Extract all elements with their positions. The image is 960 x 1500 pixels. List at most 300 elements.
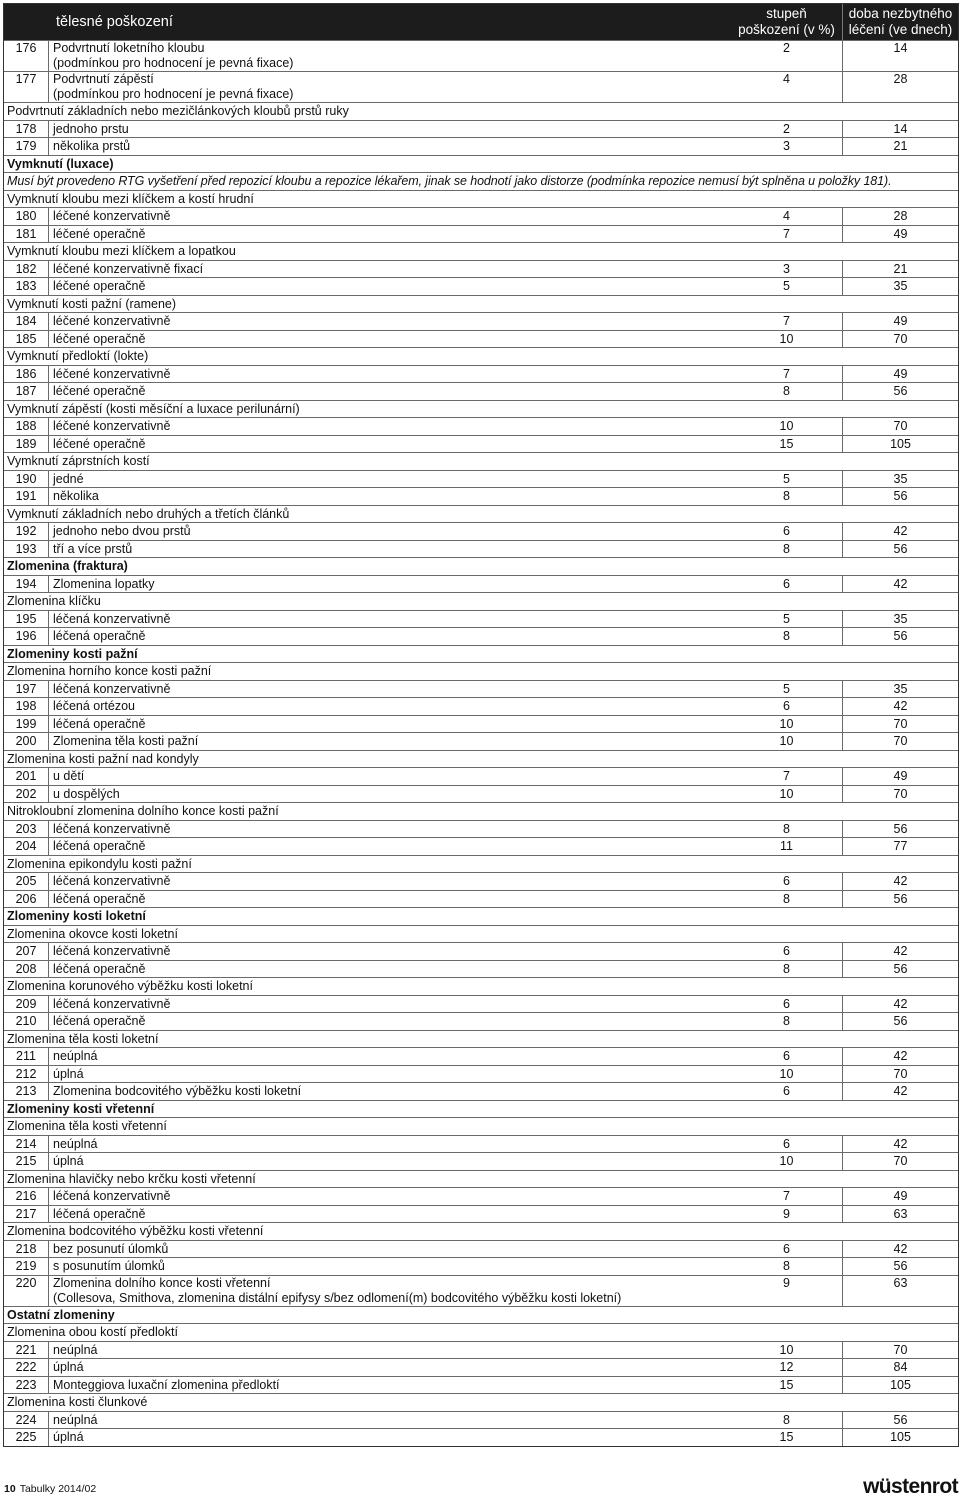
item-days: 56 bbox=[842, 488, 958, 505]
item-days: 70 bbox=[842, 1153, 958, 1170]
table-row bbox=[4, 1358, 958, 1376]
item-grade: 12 bbox=[779, 1360, 794, 1374]
section-heading: Zlomenina hlavičky nebo krčku kosti vřetenní bbox=[7, 1171, 256, 1186]
section-heading: Zlomeniny kosti pažní bbox=[7, 646, 138, 661]
item-description bbox=[49, 961, 731, 978]
item-description bbox=[49, 261, 731, 278]
item-description-line: léčené konzervativně fixací bbox=[53, 261, 204, 276]
item-days: 28 bbox=[842, 72, 958, 102]
table-row bbox=[4, 890, 958, 908]
item-number: 206 bbox=[4, 891, 49, 908]
item-description-line: jednoho nebo dvou prstů bbox=[53, 524, 191, 538]
item-description-line: Zlomenina těla kosti pažní bbox=[53, 734, 199, 748]
item-description bbox=[49, 698, 731, 715]
item-number: 221 bbox=[4, 1342, 49, 1359]
item-days: 56 bbox=[842, 1412, 958, 1429]
item-grade: 5 bbox=[783, 279, 790, 293]
item-description-line: léčená operačně bbox=[53, 961, 146, 976]
item-number: 185 bbox=[4, 331, 49, 348]
table-row bbox=[4, 1065, 958, 1083]
table-row bbox=[4, 1047, 958, 1065]
item-number: 179 bbox=[4, 138, 49, 155]
item-number: 182 bbox=[4, 261, 49, 278]
item-description bbox=[49, 41, 731, 71]
item-description bbox=[49, 1241, 731, 1258]
item-description-line: úplná bbox=[53, 1430, 84, 1444]
item-grade: 15 bbox=[779, 1430, 794, 1444]
item-description-line: léčené operačně bbox=[53, 384, 146, 398]
item-grade: 10 bbox=[779, 1154, 794, 1168]
item-grade: 6 bbox=[783, 1049, 790, 1063]
item-description bbox=[49, 716, 731, 733]
item-description bbox=[49, 1258, 731, 1275]
item-days: 49 bbox=[842, 1188, 958, 1205]
section-heading: Zlomeniny kosti loketní bbox=[7, 909, 146, 923]
section-heading: Musí být provedeno RTG vyšetření před repozicí kloubu a repozice lékařem, jinak se hodnotí jako distorze (podmínka repozice nemusí být splněna u položky 181). bbox=[7, 174, 892, 188]
section-row bbox=[4, 190, 958, 208]
table-row bbox=[4, 610, 958, 628]
section-row bbox=[4, 750, 958, 768]
item-description bbox=[49, 226, 731, 243]
item-grade: 8 bbox=[783, 489, 790, 503]
table-row bbox=[4, 1205, 958, 1223]
item-days: 63 bbox=[842, 1276, 958, 1306]
item-description bbox=[49, 72, 731, 102]
item-description-line: léčená konzervativně bbox=[53, 681, 171, 696]
item-days: 70 bbox=[842, 733, 958, 750]
item-number: 202 bbox=[4, 786, 49, 803]
item-days: 49 bbox=[842, 768, 958, 785]
table-row bbox=[4, 1187, 958, 1205]
doc-label: Tabulky 2014/02 bbox=[19, 1483, 97, 1495]
item-description bbox=[49, 628, 731, 645]
item-number: 201 bbox=[4, 768, 49, 785]
item-description-line: jednoho prstu bbox=[53, 121, 129, 136]
item-description-line: léčená operačně bbox=[53, 1014, 146, 1028]
item-grade: 10 bbox=[779, 734, 794, 748]
item-description-line: léčené konzervativně bbox=[53, 314, 171, 328]
item-number: 203 bbox=[4, 821, 49, 838]
item-days: 35 bbox=[842, 611, 958, 628]
item-description-line: léčená operačně bbox=[53, 629, 146, 643]
table-row bbox=[4, 575, 958, 593]
section-heading: Vymknutí zápěstí (kosti měsíční a luxace perilunární) bbox=[7, 401, 300, 416]
item-description bbox=[49, 1083, 731, 1100]
item-days: 35 bbox=[842, 278, 958, 295]
item-description bbox=[49, 681, 731, 698]
header-title: tělesné poškození bbox=[56, 14, 173, 30]
item-days: 21 bbox=[842, 138, 958, 155]
table-body bbox=[4, 40, 958, 1446]
item-days: 42 bbox=[842, 996, 958, 1013]
item-description bbox=[49, 996, 731, 1013]
item-days: 42 bbox=[842, 698, 958, 715]
page-number: 10 bbox=[4, 1483, 16, 1495]
item-days: 105 bbox=[842, 1429, 958, 1446]
table-row bbox=[4, 995, 958, 1013]
section-heading: Zlomenina kosti člunkové bbox=[7, 1395, 148, 1409]
section-heading: Zlomenina těla kosti loketní bbox=[7, 1031, 159, 1046]
item-number: 190 bbox=[4, 471, 49, 488]
item-description bbox=[49, 611, 731, 628]
item-description bbox=[49, 1153, 731, 1170]
item-description-line: léčená operačně bbox=[53, 1206, 146, 1221]
table-row bbox=[4, 1257, 958, 1275]
table-row bbox=[4, 277, 958, 295]
table-row bbox=[4, 522, 958, 540]
item-description bbox=[49, 488, 731, 505]
item-description-line: úplná bbox=[53, 1066, 84, 1081]
section-row bbox=[4, 400, 958, 418]
item-days: 35 bbox=[842, 471, 958, 488]
item-days: 70 bbox=[842, 418, 958, 435]
item-description bbox=[49, 1048, 731, 1065]
table-row bbox=[4, 540, 958, 558]
section-heading: Zlomenina klíčku bbox=[7, 594, 101, 608]
table-row bbox=[4, 137, 958, 155]
item-description-line: léčené operačně bbox=[53, 279, 146, 293]
item-grade: 8 bbox=[783, 891, 790, 906]
table-row bbox=[4, 627, 958, 645]
section-heading: Vymknutí základních nebo druhých a třetích článků bbox=[7, 506, 290, 521]
section-row bbox=[4, 505, 958, 523]
item-description bbox=[49, 1412, 731, 1429]
item-number: 208 bbox=[4, 961, 49, 978]
item-description-line: léčená ortézou bbox=[53, 699, 136, 713]
item-number: 211 bbox=[4, 1048, 49, 1065]
table-row bbox=[4, 1152, 958, 1170]
item-description-line: Podvrtnutí zápěstí bbox=[53, 72, 154, 86]
item-days: 70 bbox=[842, 716, 958, 733]
item-grade: 5 bbox=[783, 471, 790, 486]
item-number: 183 bbox=[4, 278, 49, 295]
item-number: 184 bbox=[4, 313, 49, 330]
item-number: 210 bbox=[4, 1013, 49, 1030]
table-row bbox=[4, 435, 958, 453]
item-days: 49 bbox=[842, 366, 958, 383]
item-description bbox=[49, 366, 731, 383]
item-description-note: (podmínkou pro hodnocení je pevná fixace) bbox=[53, 87, 294, 101]
item-description-line: léčená operačně bbox=[53, 839, 146, 853]
section-row bbox=[4, 102, 958, 120]
item-description bbox=[49, 1013, 731, 1030]
item-grade: 10 bbox=[779, 419, 794, 433]
table-row bbox=[4, 942, 958, 960]
item-description bbox=[49, 733, 731, 750]
item-description-line: léčené konzervativně bbox=[53, 366, 171, 381]
item-number: 217 bbox=[4, 1206, 49, 1223]
item-description-line: léčená konzervativně bbox=[53, 1189, 171, 1203]
item-days: 63 bbox=[842, 1206, 958, 1223]
item-days: 42 bbox=[842, 873, 958, 890]
item-number: 192 bbox=[4, 523, 49, 540]
section-row bbox=[4, 155, 958, 173]
item-grade: 4 bbox=[783, 209, 790, 223]
item-description bbox=[49, 1429, 731, 1446]
item-number: 180 bbox=[4, 208, 49, 225]
item-description-line: léčená konzervativně bbox=[53, 611, 171, 626]
section-heading: Zlomenina horního konce kosti pažní bbox=[7, 664, 212, 678]
item-description-line: bez posunutí úlomků bbox=[53, 1241, 169, 1256]
section-heading: Vymknutí kloubu mezi klíčkem a kostí hrudní bbox=[7, 191, 254, 206]
table-row bbox=[4, 365, 958, 383]
section-row bbox=[4, 557, 958, 575]
table-header bbox=[4, 4, 958, 40]
item-description-line: neúplná bbox=[53, 1136, 98, 1151]
item-description-line: Zlomenina dolního konce kosti vřetenní bbox=[53, 1275, 271, 1290]
item-grade: 7 bbox=[783, 366, 790, 381]
item-number: 189 bbox=[4, 436, 49, 453]
item-grade: 10 bbox=[779, 1342, 794, 1357]
item-number: 222 bbox=[4, 1359, 49, 1376]
item-number: 187 bbox=[4, 383, 49, 400]
item-days: 56 bbox=[842, 628, 958, 645]
header-days-line2: léčení (ve dnech) bbox=[848, 22, 953, 37]
item-number: 219 bbox=[4, 1258, 49, 1275]
section-heading: Ostatní zlomeniny bbox=[7, 1307, 115, 1322]
section-row bbox=[4, 907, 958, 925]
item-description bbox=[49, 576, 731, 593]
table-row bbox=[4, 312, 958, 330]
item-description-line: léčená operačně bbox=[53, 891, 146, 906]
item-number: 177 bbox=[4, 72, 49, 102]
item-days: 70 bbox=[842, 1066, 958, 1083]
item-description-line: u dospělých bbox=[53, 786, 120, 801]
item-description bbox=[49, 768, 731, 785]
item-description-line: léčená konzervativně bbox=[53, 944, 171, 958]
section-row bbox=[4, 645, 958, 663]
section-heading: Zlomenina těla kosti vřetenní bbox=[7, 1119, 167, 1133]
section-row bbox=[4, 1030, 958, 1048]
section-row bbox=[4, 452, 958, 470]
item-description bbox=[49, 891, 731, 908]
item-number: 204 bbox=[4, 838, 49, 855]
item-grade: 2 bbox=[783, 121, 790, 136]
item-number: 199 bbox=[4, 716, 49, 733]
item-description-line: léčené konzervativně bbox=[53, 209, 171, 223]
item-number: 215 bbox=[4, 1153, 49, 1170]
item-description bbox=[49, 1066, 731, 1083]
item-days: 70 bbox=[842, 331, 958, 348]
table-row bbox=[4, 1135, 958, 1153]
section-row bbox=[4, 295, 958, 313]
table-row bbox=[4, 207, 958, 225]
item-description bbox=[49, 278, 731, 295]
header-grade-line2: poškození (v %) bbox=[738, 22, 835, 37]
table-row bbox=[4, 1428, 958, 1446]
item-days: 42 bbox=[842, 1083, 958, 1100]
table-row bbox=[4, 120, 958, 138]
section-heading: Zlomenina obou kostí předloktí bbox=[7, 1325, 178, 1339]
item-number: 212 bbox=[4, 1066, 49, 1083]
item-grade: 3 bbox=[783, 261, 790, 276]
item-days: 49 bbox=[842, 313, 958, 330]
item-number: 176 bbox=[4, 41, 49, 71]
item-days: 42 bbox=[842, 576, 958, 593]
item-description-line: léčené operačně bbox=[53, 331, 146, 346]
table-row bbox=[4, 487, 958, 505]
item-description-line: neúplná bbox=[53, 1342, 98, 1357]
item-description-line: úplná bbox=[53, 1154, 84, 1168]
item-grade: 5 bbox=[783, 611, 790, 626]
item-days: 28 bbox=[842, 208, 958, 225]
item-days: 14 bbox=[842, 41, 958, 71]
item-number: 220 bbox=[4, 1276, 49, 1306]
item-days: 42 bbox=[842, 1241, 958, 1258]
header-days bbox=[842, 4, 958, 40]
table-row bbox=[4, 785, 958, 803]
item-description-note: (Collesova, Smithova, zlomenina distální epifysy s/bez odlomení(m) bodcovitého výběžku kosti loketní) bbox=[53, 1290, 622, 1305]
item-grade: 6 bbox=[783, 874, 790, 888]
section-heading: Podvrtnutí základních nebo mezičlánkových kloubů prstů ruky bbox=[7, 104, 349, 118]
section-heading: Zlomenina epikondylu kosti pažní bbox=[7, 856, 192, 871]
section-row bbox=[4, 1222, 958, 1240]
section-heading: Zlomenina bodcovitého výběžku kosti vřetenní bbox=[7, 1224, 264, 1238]
item-days: 56 bbox=[842, 1013, 958, 1030]
table-row bbox=[4, 697, 958, 715]
table-row bbox=[4, 260, 958, 278]
item-grade: 8 bbox=[783, 629, 790, 643]
item-days: 42 bbox=[842, 1136, 958, 1153]
item-number: 193 bbox=[4, 541, 49, 558]
item-description-line: neúplná bbox=[53, 1049, 98, 1063]
item-number: 205 bbox=[4, 873, 49, 890]
item-description-line: Podvrtnutí loketního kloubu bbox=[53, 41, 205, 55]
item-grade: 4 bbox=[783, 72, 790, 86]
item-description bbox=[49, 1377, 731, 1394]
item-description-line: Zlomenina lopatky bbox=[53, 576, 155, 591]
section-heading: Nitrokloubní zlomenina dolního konce kosti pažní bbox=[7, 804, 279, 818]
item-days: 42 bbox=[842, 1048, 958, 1065]
item-description bbox=[49, 838, 731, 855]
item-grade: 6 bbox=[783, 1084, 790, 1098]
item-grade: 6 bbox=[783, 576, 790, 591]
item-number: 209 bbox=[4, 996, 49, 1013]
item-grade: 10 bbox=[779, 716, 794, 731]
item-description-line: neúplná bbox=[53, 1412, 98, 1427]
section-row bbox=[4, 977, 958, 995]
page-label bbox=[4, 1483, 96, 1495]
item-description bbox=[49, 786, 731, 803]
table-row bbox=[4, 837, 958, 855]
item-number: 194 bbox=[4, 576, 49, 593]
header-grade-line1: stupeň bbox=[766, 6, 807, 21]
section-row bbox=[4, 172, 958, 190]
section-row bbox=[4, 1170, 958, 1188]
item-grade: 7 bbox=[783, 314, 790, 328]
item-number: 186 bbox=[4, 366, 49, 383]
item-grade: 9 bbox=[783, 1275, 790, 1290]
item-number: 196 bbox=[4, 628, 49, 645]
item-description bbox=[49, 523, 731, 540]
item-grade: 15 bbox=[779, 436, 794, 451]
item-description bbox=[49, 471, 731, 488]
brand-logo: wüstenrot bbox=[863, 1475, 958, 1498]
item-number: 225 bbox=[4, 1429, 49, 1446]
table-row bbox=[4, 1012, 958, 1030]
table-row bbox=[4, 960, 958, 978]
section-heading: Vymknutí (luxace) bbox=[7, 156, 114, 171]
item-grade: 6 bbox=[783, 944, 790, 958]
item-days: 105 bbox=[842, 1377, 958, 1394]
section-row bbox=[4, 802, 958, 820]
item-grade: 9 bbox=[783, 1206, 790, 1221]
item-description bbox=[49, 1136, 731, 1153]
item-grade: 7 bbox=[783, 1189, 790, 1203]
item-description bbox=[49, 331, 731, 348]
table-row bbox=[4, 1082, 958, 1100]
item-grade: 10 bbox=[779, 331, 794, 346]
item-description bbox=[49, 208, 731, 225]
item-grade: 8 bbox=[783, 961, 790, 976]
item-grade: 6 bbox=[783, 1241, 790, 1256]
item-description-line: několika prstů bbox=[53, 139, 131, 153]
table-row bbox=[4, 330, 958, 348]
item-grade: 8 bbox=[783, 821, 790, 836]
item-grade: 11 bbox=[780, 839, 793, 853]
item-grade: 5 bbox=[783, 681, 790, 696]
item-description-line: léčená konzervativně bbox=[53, 996, 171, 1011]
item-description-line: léčená operačně bbox=[53, 716, 146, 731]
item-number: 178 bbox=[4, 121, 49, 138]
item-days: 56 bbox=[842, 821, 958, 838]
table-row bbox=[4, 820, 958, 838]
section-heading: Vymknutí předloktí (lokte) bbox=[7, 349, 149, 363]
item-days: 35 bbox=[842, 681, 958, 698]
item-description-line: léčená konzervativně bbox=[53, 821, 171, 836]
section-row bbox=[4, 1323, 958, 1341]
section-heading: Vymknutí kosti pažní (ramene) bbox=[7, 296, 177, 311]
item-description bbox=[49, 1342, 731, 1359]
header-days-line1: doba nezbytného bbox=[848, 6, 953, 21]
item-description-line: léčené operačně bbox=[53, 226, 146, 241]
item-description-line: léčené konzervativně bbox=[53, 419, 171, 433]
item-days: 70 bbox=[842, 1342, 958, 1359]
item-description bbox=[49, 1359, 731, 1376]
table-row bbox=[4, 417, 958, 435]
item-description-line: léčené operačně bbox=[53, 436, 146, 451]
item-description bbox=[49, 821, 731, 838]
item-description-line: u dětí bbox=[53, 769, 85, 783]
table-row bbox=[4, 767, 958, 785]
item-number: 223 bbox=[4, 1377, 49, 1394]
item-grade: 8 bbox=[783, 1259, 790, 1273]
item-number: 218 bbox=[4, 1241, 49, 1258]
item-grade: 7 bbox=[783, 769, 790, 783]
table-row bbox=[4, 40, 958, 71]
item-description bbox=[49, 313, 731, 330]
item-description-line: několika bbox=[53, 489, 99, 503]
section-row bbox=[4, 1100, 958, 1118]
section-row bbox=[4, 347, 958, 365]
item-description-line: úplná bbox=[53, 1360, 84, 1374]
table-row bbox=[4, 872, 958, 890]
item-days: 105 bbox=[842, 436, 958, 453]
item-grade: 7 bbox=[783, 226, 790, 241]
item-description bbox=[49, 436, 731, 453]
section-heading: Zlomenina korunového výběžku kosti loketní bbox=[7, 979, 253, 993]
item-days: 56 bbox=[842, 891, 958, 908]
section-row bbox=[4, 1117, 958, 1135]
item-days: 56 bbox=[842, 961, 958, 978]
table-row bbox=[4, 225, 958, 243]
item-description-note: (podmínkou pro hodnocení je pevná fixace) bbox=[53, 56, 294, 70]
header-grade bbox=[731, 4, 842, 40]
item-number: 200 bbox=[4, 733, 49, 750]
table-row bbox=[4, 680, 958, 698]
table-row bbox=[4, 382, 958, 400]
section-row bbox=[4, 1393, 958, 1411]
